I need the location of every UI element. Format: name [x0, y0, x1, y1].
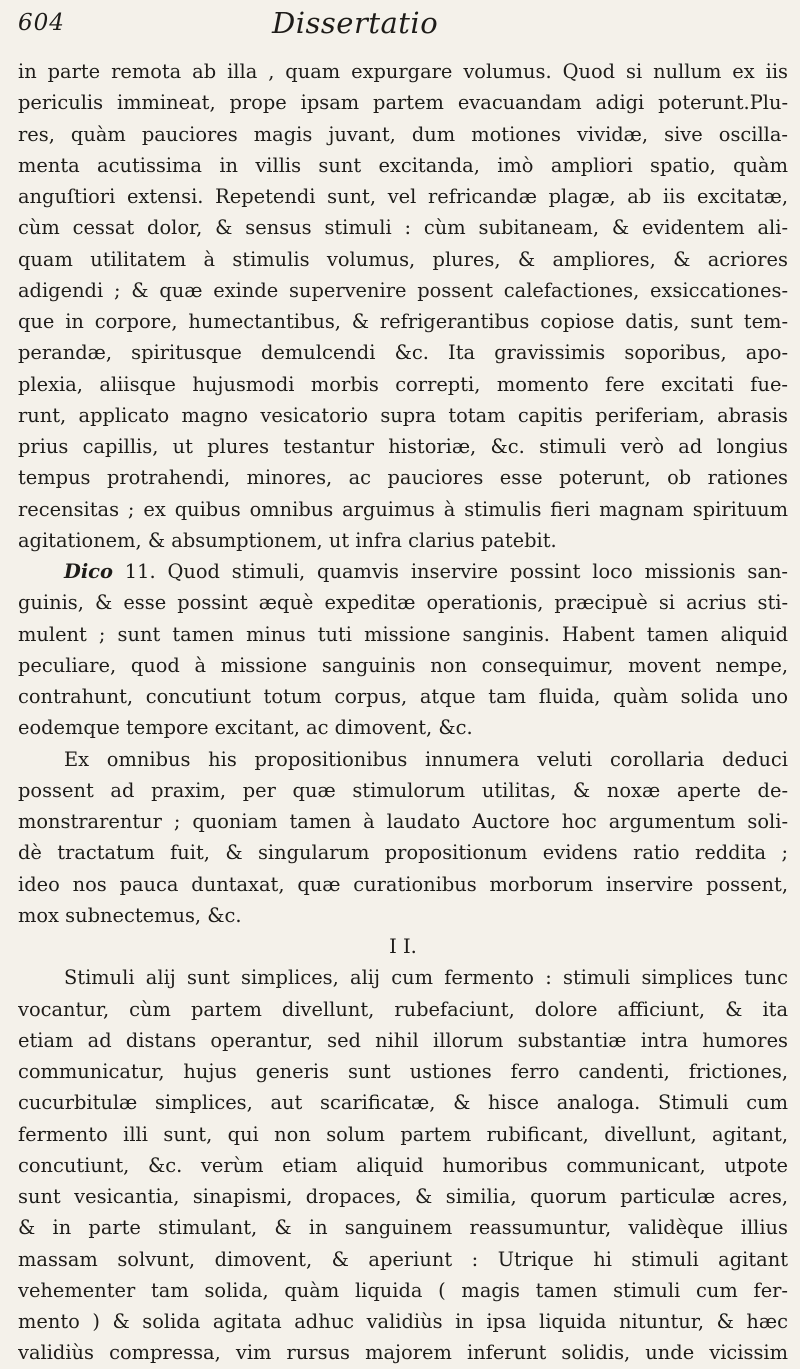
- text-line: fermento illi sunt, qui non solum partem rubificant, divellunt, agitant,: [18, 1122, 788, 1146]
- text-line: mento ) & solida agitata adhuc validiùs in ipsa liquida nituntur, & hæc: [18, 1310, 788, 1333]
- text-line: concutiunt, &c. verùm etiam aliquid humoribus communicant, utpote: [18, 1153, 788, 1177]
- body-text: [18, 56, 788, 1369]
- text-line: menta acutissima in villis sunt excitanda, imò ampliori spatio, quàm: [18, 153, 788, 177]
- text-line: quam utilitatem à stimulis volumus, plures, & ampliores, & acriores: [18, 247, 788, 271]
- paragraph-head-word: Dico: [64, 560, 113, 583]
- text-line: periculis immineat, prope ipsam partem evacuandam adigi poterunt.Plu-: [18, 91, 788, 115]
- text-line: vocantur, cùm partem divellunt, rubefaciunt, dolore afficiunt, & ita: [18, 997, 788, 1021]
- text-line: contrahunt, concutiunt totum corpus, atque tam fluida, quàm solida uno: [18, 685, 788, 708]
- text-line: in parte remota ab illa , quam expurgare volumus. Quod si nullum ex iis: [18, 60, 788, 83]
- text-line: tempus protrahendi, minores, ac pauciores esse poterunt, ob rationes: [18, 466, 788, 490]
- text-line: validiùs compressa, vim rursus majorem inferunt solidis, unde vicissim: [18, 1341, 788, 1365]
- text-line: adigendi ; & quæ exinde supervenire possent calefactiones, exsiccationes-: [18, 278, 788, 302]
- text-line: guinis, & esse possint æquè expeditæ operationis, præcipuè si acrius sti-: [18, 591, 788, 615]
- text-line: runt, applicato magno vesicatorio supra totam capitis periferiam, abrasis: [18, 403, 788, 427]
- text-line: communicatur, hujus generis sunt ustiones ferro candenti, frictiones,: [18, 1060, 788, 1083]
- section-number: I I.: [389, 935, 417, 958]
- text-line: res, quàm pauciores magis juvant, dum motiones vividæ, sive oscilla-: [18, 122, 788, 146]
- text-line: vehementer tam solida, quàm liquida ( magis tamen stimuli cum fer-: [18, 1278, 788, 1302]
- text-line: perandæ, spiritusque demulcendi &c. Ita gravissimis soporibus, apo-: [18, 341, 788, 365]
- text-line: peculiare, quod à missione sanguinis non consequimur, movent nempe,: [18, 653, 788, 677]
- text-line-rest: 11. Quod stimuli, quamvis inservire possint loco missionis san-: [124, 560, 788, 583]
- text-line: cùm cessat dolor, & sensus stimuli : cùm subitaneam, & evidentem ali-: [18, 216, 788, 240]
- text-line: ideo nos pauca duntaxat, quæ curationibus morborum inservire possent,: [18, 872, 788, 896]
- running-title: Dissertatio: [272, 6, 439, 40]
- text-line: eodemque tempore excitant, ac dimovent, &c.: [18, 716, 473, 740]
- text-line: prius capillis, ut plures testantur historiæ, &c. stimuli verò ad longius: [18, 435, 788, 458]
- text-line: mox subnectemus, &c.: [18, 903, 242, 927]
- text-line: Ex omnibus his propositionibus innumera veluti corollaria deduci: [64, 747, 788, 771]
- text-line: plexia, aliisque hujusmodi morbis correpti, momento fere excitati fue-: [18, 372, 788, 396]
- text-line: [18, 556, 788, 587]
- text-line: sunt vesicantia, sinapismi, dropaces, & similia, quorum particulæ acres,: [18, 1185, 788, 1208]
- text-line: possent ad praxim, per quæ stimulorum utilitas, & noxæ aperte de-: [18, 778, 788, 802]
- text-line: agitationem, & absumptionem, ut infra clarius patebit.: [18, 528, 557, 552]
- text-line: etiam ad distans operantur, sed nihil illorum substantiæ intra humores: [18, 1028, 788, 1052]
- page-number: 604: [18, 10, 65, 36]
- text-line: mulent ; sunt tamen minus tuti missione sanginis. Habent tamen aliquid: [18, 622, 788, 646]
- page-header: [18, 0, 788, 56]
- text-line: Stimuli alij sunt simplices, alij cum fermento : stimuli simplices tunc: [64, 966, 788, 990]
- text-line: massam solvunt, dimovent, & aperiunt : Utrique hi stimuli agitant: [18, 1247, 788, 1271]
- text-line: que in corpore, humectantibus, & refrigerantibus copiose datis, sunt tem-: [18, 310, 788, 333]
- text-line: recensitas ; ex quibus omnibus arguimus à stimulis fieri magnam spirituum: [18, 497, 788, 521]
- text-line: cucurbitulæ simplices, aut scarificatæ, & hisce analoga. Stimuli cum: [18, 1091, 788, 1115]
- text-line: dè tractatum fuit, & singularum propositionum evidens ratio reddita ;: [18, 841, 788, 865]
- text-line: monstrarentur ; quoniam tamen à laudato Auctore hoc argumentum soli-: [18, 810, 788, 833]
- book-page: [18, 0, 788, 1365]
- text-line: anguſtiori extensi. Repetendi sunt, vel refricandæ plagæ, ab iis excitatæ,: [18, 185, 788, 208]
- text-line: & in parte stimulant, & in sanguinem reassumuntur, validèque illius: [18, 1216, 788, 1240]
